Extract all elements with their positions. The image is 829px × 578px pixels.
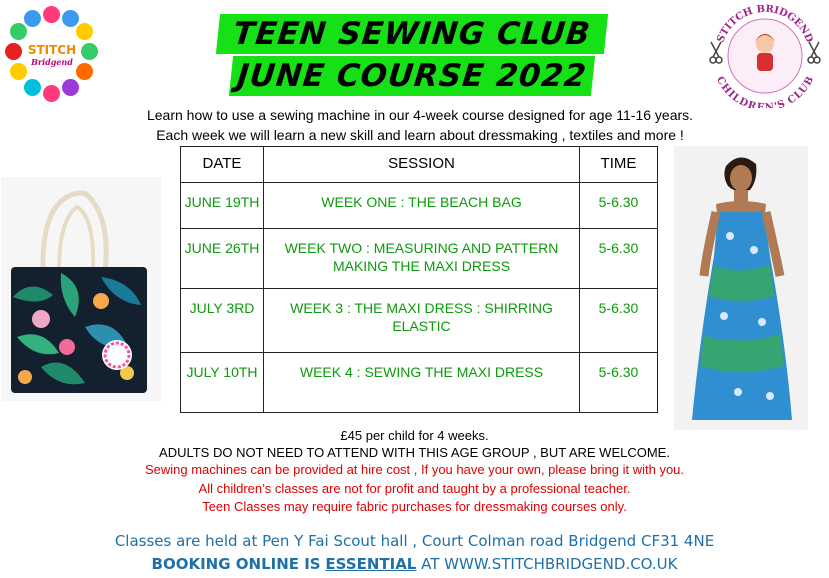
table-row bbox=[181, 229, 658, 289]
row-date: JUNE 26TH bbox=[181, 229, 264, 289]
row-session: WEEK 3 : THE MAXI DRESS : SHIRRING ELASTIC bbox=[264, 289, 580, 353]
row-date: JUNE 19TH bbox=[181, 183, 264, 229]
booking-essential: ESSENTIAL bbox=[325, 555, 417, 573]
table-row bbox=[181, 289, 658, 353]
price-text: £45 per child for 4 weeks. bbox=[340, 428, 489, 443]
logo-top-text: STITCH BRIDGEND bbox=[715, 3, 815, 45]
intro-text bbox=[100, 105, 740, 145]
intro-line-2: Each week we will learn a new skill and learn about dressmaking , textiles and more ! bbox=[156, 127, 684, 143]
column-header-session: SESSION bbox=[264, 147, 580, 183]
beach-bag-image bbox=[1, 177, 161, 401]
note-not-for-profit: All children’s classes are not for profit and taught by a professional teacher. bbox=[198, 481, 631, 496]
row-session: WEEK 4 : SEWING THE MAXI DRESS bbox=[264, 353, 580, 413]
row-session: WEEK ONE : THE BEACH BAG bbox=[264, 183, 580, 229]
booking-online-label: BOOKING ONLINE IS bbox=[151, 555, 321, 573]
table-header-row bbox=[181, 147, 658, 183]
venue-text: Classes are held at Pen Y Fai Scout hall , Court Colman road Bridgend CF31 4NE bbox=[114, 532, 715, 550]
adults-note: ADULTS DO NOT NEED TO ATTEND WITH THIS AGE GROUP , BUT ARE WELCOME. bbox=[159, 445, 670, 460]
column-header-date: DATE bbox=[181, 147, 264, 183]
table-row bbox=[181, 183, 658, 229]
course-schedule-table bbox=[180, 146, 658, 413]
table-row bbox=[181, 353, 658, 413]
booking-website-link[interactable]: AT WWW.STITCHBRIDGEND.CO.UK bbox=[421, 555, 678, 573]
childrens-club-logo bbox=[699, 0, 829, 108]
intro-line-1: Learn how to use a sewing machine in our 4-week course designed for age 11-16 years. bbox=[146, 107, 694, 123]
row-session: WEEK TWO : MEASURING AND PATTERN MAKING THE MAXI DRESS bbox=[264, 229, 580, 289]
row-time: 5-6.30 bbox=[580, 229, 658, 289]
row-time: 5-6.30 bbox=[580, 289, 658, 353]
page-title bbox=[217, 14, 607, 96]
row-time: 5-6.30 bbox=[580, 183, 658, 229]
title-line-1: TEEN SEWING CLUB bbox=[216, 14, 608, 54]
row-date: JULY 10TH bbox=[181, 353, 264, 413]
booking-text bbox=[0, 555, 829, 573]
logo-bottom-text: CHILDREN'S CLUB bbox=[713, 74, 817, 108]
column-header-time: TIME bbox=[580, 147, 658, 183]
logo-word-bridgend: Bridgend bbox=[31, 57, 73, 67]
row-date: JULY 3RD bbox=[181, 289, 264, 353]
title-line-2: JUNE COURSE 2022 bbox=[229, 56, 595, 96]
note-fabric-purchases: Teen Classes may require fabric purchases for dressmaking courses only. bbox=[202, 499, 627, 514]
row-time: 5-6.30 bbox=[580, 353, 658, 413]
logo-word-stitch: STITCH bbox=[27, 43, 77, 57]
stitch-bridgend-logo bbox=[4, 5, 99, 105]
maxi-dress-image bbox=[674, 146, 808, 430]
note-sewing-machines: Sewing machines can be provided at hire cost , If you have your own, please bring it with you. bbox=[144, 462, 685, 477]
